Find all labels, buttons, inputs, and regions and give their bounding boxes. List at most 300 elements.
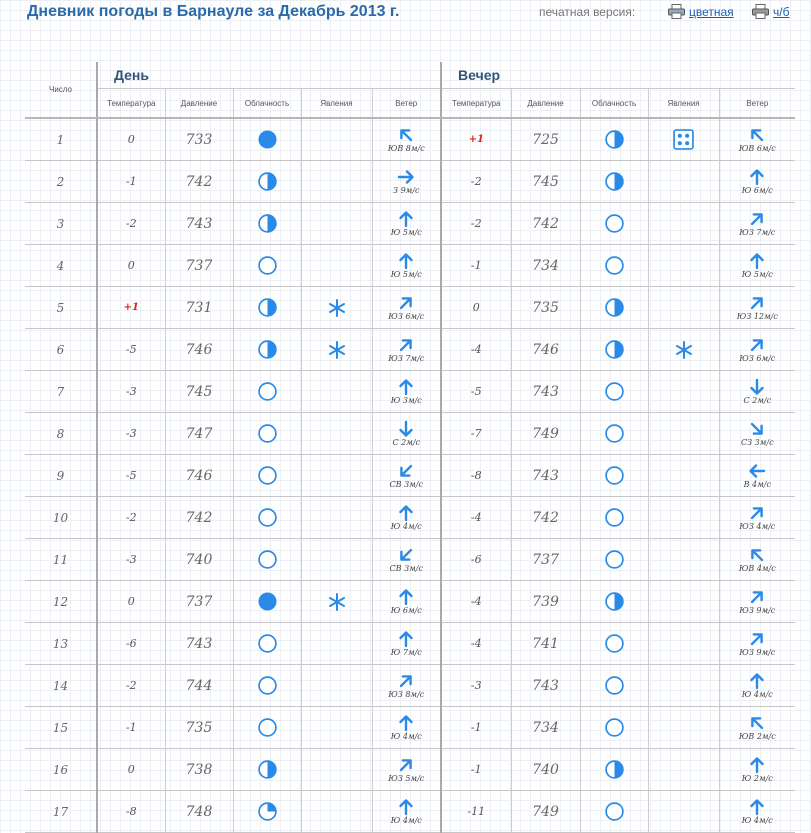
wind-label: Ю 5м/с bbox=[390, 228, 422, 237]
day-cloudiness-cell bbox=[233, 539, 301, 581]
wind-label: Ю 5м/с bbox=[741, 270, 773, 279]
print-color-link[interactable] bbox=[668, 4, 734, 19]
day-temperature-cell: -3 bbox=[97, 371, 165, 413]
eve-cloudiness-cell bbox=[580, 161, 648, 203]
cloudiness-empty-icon bbox=[604, 507, 625, 528]
day-cloudiness-cell bbox=[233, 497, 301, 539]
wind-arrow-icon bbox=[397, 294, 415, 312]
eve-cloudiness-cell bbox=[580, 539, 648, 581]
column-header-evening-temperature: Температура bbox=[441, 89, 511, 119]
eve-pressure-cell: 742 bbox=[511, 203, 580, 245]
day-cloudiness-cell bbox=[233, 329, 301, 371]
eve-wind-cell bbox=[719, 329, 795, 371]
eve-phenomena-cell bbox=[648, 497, 719, 539]
wind-label: СВ 3м/с bbox=[389, 564, 423, 573]
wind-arrow-icon bbox=[748, 714, 766, 732]
day-temperature-cell: 0 bbox=[97, 749, 165, 791]
date-cell: 2 bbox=[25, 161, 97, 203]
day-cloudiness-cell bbox=[233, 161, 301, 203]
wind-label: Ю 3м/с bbox=[390, 396, 422, 405]
eve-pressure-cell: 737 bbox=[511, 539, 580, 581]
wind-arrow-icon bbox=[748, 294, 766, 312]
day-phenomena-cell bbox=[301, 203, 372, 245]
day-temperature-cell: -3 bbox=[97, 539, 165, 581]
day-pressure-cell: 735 bbox=[165, 707, 233, 749]
table-row bbox=[25, 245, 795, 287]
day-phenomena-cell bbox=[301, 161, 372, 203]
eve-cloudiness-cell bbox=[580, 623, 648, 665]
eve-pressure-cell: 743 bbox=[511, 665, 580, 707]
eve-temperature-cell: -4 bbox=[441, 329, 511, 371]
wind-arrow-icon bbox=[397, 756, 415, 774]
day-wind-cell bbox=[372, 539, 441, 581]
date-cell: 9 bbox=[25, 455, 97, 497]
wind-label: Ю 7м/с bbox=[390, 648, 422, 657]
wind-arrow-icon bbox=[397, 546, 415, 564]
day-cloudiness-cell bbox=[233, 623, 301, 665]
day-wind-cell bbox=[372, 161, 441, 203]
eve-pressure-cell: 725 bbox=[511, 118, 580, 161]
day-cloudiness-cell bbox=[233, 455, 301, 497]
cloudiness-half-icon bbox=[257, 339, 278, 360]
wind-arrow-icon bbox=[748, 462, 766, 480]
day-pressure-cell: 742 bbox=[165, 161, 233, 203]
day-phenomena-cell bbox=[301, 118, 372, 161]
wind-label: ЮЗ 8м/с bbox=[388, 690, 425, 699]
eve-wind-cell bbox=[719, 539, 795, 581]
date-cell: 3 bbox=[25, 203, 97, 245]
day-pressure-cell: 743 bbox=[165, 203, 233, 245]
day-temperature-cell: -8 bbox=[97, 791, 165, 833]
day-cloudiness-cell bbox=[233, 707, 301, 749]
eve-pressure-cell: 741 bbox=[511, 623, 580, 665]
wind-label: ЮВ 8м/с bbox=[387, 144, 425, 153]
wind-arrow-icon bbox=[397, 714, 415, 732]
eve-wind-cell bbox=[719, 371, 795, 413]
wind-label: ЮВ 6м/с bbox=[738, 144, 776, 153]
day-temperature-cell: 0 bbox=[97, 245, 165, 287]
wind-label: В 4м/с bbox=[743, 480, 771, 489]
day-pressure-cell: 745 bbox=[165, 371, 233, 413]
date-cell: 17 bbox=[25, 791, 97, 833]
day-wind-cell bbox=[372, 245, 441, 287]
wind-arrow-icon bbox=[397, 504, 415, 522]
column-header-evening-cloudiness: Облачность bbox=[580, 89, 648, 119]
eve-cloudiness-cell bbox=[580, 665, 648, 707]
table-row bbox=[25, 497, 795, 539]
eve-phenomena-cell bbox=[648, 455, 719, 497]
day-temperature-cell: -3 bbox=[97, 413, 165, 455]
day-pressure-cell: 742 bbox=[165, 497, 233, 539]
day-temperature-cell: -5 bbox=[97, 455, 165, 497]
cloudiness-empty-icon bbox=[604, 801, 625, 822]
day-cloudiness-cell bbox=[233, 203, 301, 245]
day-wind-cell bbox=[372, 791, 441, 833]
date-cell: 13 bbox=[25, 623, 97, 665]
eve-phenomena-cell bbox=[648, 245, 719, 287]
snow-icon bbox=[327, 340, 347, 360]
day-cloudiness-cell bbox=[233, 118, 301, 161]
day-temperature-cell: -5 bbox=[97, 329, 165, 371]
eve-pressure-cell: 734 bbox=[511, 245, 580, 287]
wind-label: ЮЗ 4м/с bbox=[739, 522, 776, 531]
cloudiness-empty-icon bbox=[257, 549, 278, 570]
table-row bbox=[25, 707, 795, 749]
wind-arrow-icon bbox=[397, 336, 415, 354]
day-cloudiness-cell bbox=[233, 749, 301, 791]
day-pressure-cell: 747 bbox=[165, 413, 233, 455]
page-title: Дневник погоды в Барнауле за Декабрь 2013 г. bbox=[27, 3, 400, 20]
day-wind-cell bbox=[372, 203, 441, 245]
day-phenomena-cell bbox=[301, 287, 372, 329]
wind-label: С 2м/с bbox=[392, 438, 421, 447]
eve-temperature-cell: -4 bbox=[441, 581, 511, 623]
day-phenomena-cell bbox=[301, 791, 372, 833]
wind-label: Ю 6м/с bbox=[741, 186, 773, 195]
day-phenomena-cell bbox=[301, 497, 372, 539]
day-wind-cell bbox=[372, 749, 441, 791]
cloudiness-empty-icon bbox=[604, 717, 625, 738]
wind-arrow-icon bbox=[397, 588, 415, 606]
eve-temperature-cell: -1 bbox=[441, 707, 511, 749]
cloudiness-empty-icon bbox=[257, 465, 278, 486]
day-pressure-cell: 737 bbox=[165, 245, 233, 287]
eve-pressure-cell: 739 bbox=[511, 581, 580, 623]
cloudiness-empty-icon bbox=[257, 633, 278, 654]
eve-temperature-cell: -5 bbox=[441, 371, 511, 413]
eve-phenomena-cell bbox=[648, 413, 719, 455]
day-temperature-cell: -1 bbox=[97, 161, 165, 203]
eve-wind-cell bbox=[719, 749, 795, 791]
eve-wind-cell bbox=[719, 791, 795, 833]
eve-temperature-cell: -4 bbox=[441, 623, 511, 665]
day-wind-cell bbox=[372, 287, 441, 329]
eve-phenomena-cell bbox=[648, 539, 719, 581]
day-pressure-cell: 733 bbox=[165, 118, 233, 161]
cloudiness-empty-icon bbox=[604, 549, 625, 570]
table-row bbox=[25, 161, 795, 203]
eve-phenomena-cell bbox=[648, 581, 719, 623]
eve-temperature-cell: -7 bbox=[441, 413, 511, 455]
date-cell: 8 bbox=[25, 413, 97, 455]
wind-arrow-icon bbox=[748, 252, 766, 270]
wind-arrow-icon bbox=[748, 168, 766, 186]
day-phenomena-cell bbox=[301, 413, 372, 455]
section-header-evening: Вечер bbox=[441, 62, 795, 89]
date-cell: 4 bbox=[25, 245, 97, 287]
printer-icon bbox=[752, 4, 769, 19]
hail-icon bbox=[673, 129, 694, 150]
cloudiness-half-icon bbox=[604, 297, 625, 318]
day-temperature-cell: -2 bbox=[97, 497, 165, 539]
eve-cloudiness-cell bbox=[580, 245, 648, 287]
eve-pressure-cell: 746 bbox=[511, 329, 580, 371]
eve-wind-cell bbox=[719, 118, 795, 161]
column-header-date: Число bbox=[25, 62, 97, 118]
date-cell: 12 bbox=[25, 581, 97, 623]
eve-phenomena-cell bbox=[648, 623, 719, 665]
wind-label: Ю 4м/с bbox=[390, 522, 422, 531]
day-wind-cell bbox=[372, 665, 441, 707]
eve-pressure-cell: 742 bbox=[511, 497, 580, 539]
eve-wind-cell bbox=[719, 287, 795, 329]
wind-arrow-icon bbox=[748, 210, 766, 228]
wind-label: ЮВ 2м/с bbox=[738, 732, 776, 741]
day-pressure-cell: 746 bbox=[165, 329, 233, 371]
table-row bbox=[25, 118, 795, 161]
wind-arrow-icon bbox=[748, 798, 766, 816]
wind-label: СЗ 3м/с bbox=[741, 438, 774, 447]
cloudiness-half-icon bbox=[257, 213, 278, 234]
column-header-day-temperature: Температура bbox=[97, 89, 165, 119]
print-bw-label: ч/б bbox=[773, 4, 790, 19]
date-cell: 7 bbox=[25, 371, 97, 413]
eve-temperature-cell: -1 bbox=[441, 749, 511, 791]
wind-label: ЮЗ 9м/с bbox=[739, 606, 776, 615]
day-pressure-cell: 731 bbox=[165, 287, 233, 329]
cloudiness-empty-icon bbox=[257, 423, 278, 444]
wind-arrow-icon bbox=[397, 126, 415, 144]
eve-phenomena-cell bbox=[648, 707, 719, 749]
day-pressure-cell: 737 bbox=[165, 581, 233, 623]
weather-table bbox=[25, 62, 795, 833]
print-version-label: печатная версия: bbox=[539, 5, 636, 19]
cloudiness-half-icon bbox=[604, 339, 625, 360]
cloudiness-empty-icon bbox=[604, 255, 625, 276]
eve-cloudiness-cell bbox=[580, 203, 648, 245]
wind-arrow-icon bbox=[748, 378, 766, 396]
eve-pressure-cell: 743 bbox=[511, 455, 580, 497]
date-cell: 6 bbox=[25, 329, 97, 371]
date-cell: 10 bbox=[25, 497, 97, 539]
date-cell: 5 bbox=[25, 287, 97, 329]
day-cloudiness-cell bbox=[233, 245, 301, 287]
cloudiness-empty-icon bbox=[257, 717, 278, 738]
cloudiness-half-icon bbox=[257, 171, 278, 192]
wind-arrow-icon bbox=[748, 504, 766, 522]
eve-pressure-cell: 735 bbox=[511, 287, 580, 329]
eve-phenomena-cell bbox=[648, 203, 719, 245]
print-bw-link[interactable] bbox=[752, 4, 789, 19]
day-phenomena-cell bbox=[301, 623, 372, 665]
column-header-evening-wind: Ветер bbox=[719, 89, 795, 119]
day-wind-cell bbox=[372, 329, 441, 371]
day-wind-cell bbox=[372, 413, 441, 455]
day-cloudiness-cell bbox=[233, 371, 301, 413]
wind-arrow-icon bbox=[397, 798, 415, 816]
wind-label: ЮЗ 7м/с bbox=[739, 228, 776, 237]
wind-arrow-icon bbox=[748, 756, 766, 774]
table-row bbox=[25, 623, 795, 665]
day-pressure-cell: 743 bbox=[165, 623, 233, 665]
day-wind-cell bbox=[372, 118, 441, 161]
table-row bbox=[25, 455, 795, 497]
eve-cloudiness-cell bbox=[580, 287, 648, 329]
wind-arrow-icon bbox=[748, 336, 766, 354]
wind-label: Ю 2м/с bbox=[741, 774, 773, 783]
column-header-day-wind: Ветер bbox=[372, 89, 441, 119]
wind-arrow-icon bbox=[397, 168, 415, 186]
eve-cloudiness-cell bbox=[580, 497, 648, 539]
eve-wind-cell bbox=[719, 161, 795, 203]
eve-cloudiness-cell bbox=[580, 329, 648, 371]
eve-pressure-cell: 743 bbox=[511, 371, 580, 413]
wind-label: Ю 4м/с bbox=[390, 816, 422, 825]
cloudiness-empty-icon bbox=[604, 675, 625, 696]
cloudiness-half-icon bbox=[604, 759, 625, 780]
cloudiness-empty-icon bbox=[604, 381, 625, 402]
day-phenomena-cell bbox=[301, 245, 372, 287]
day-temperature-cell: -6 bbox=[97, 623, 165, 665]
cloudiness-quarter-icon bbox=[257, 801, 278, 822]
date-cell: 15 bbox=[25, 707, 97, 749]
eve-temperature-cell: -2 bbox=[441, 203, 511, 245]
cloudiness-empty-icon bbox=[604, 213, 625, 234]
day-pressure-cell: 746 bbox=[165, 455, 233, 497]
eve-temperature-cell: -8 bbox=[441, 455, 511, 497]
date-cell: 14 bbox=[25, 665, 97, 707]
eve-temperature-cell: -3 bbox=[441, 665, 511, 707]
wind-label: Ю 4м/с bbox=[390, 732, 422, 741]
wind-arrow-icon bbox=[397, 210, 415, 228]
table-row bbox=[25, 791, 795, 833]
eve-temperature-cell: -11 bbox=[441, 791, 511, 833]
wind-label: СВ 3м/с bbox=[389, 480, 423, 489]
wind-arrow-icon bbox=[397, 630, 415, 648]
eve-temperature-cell: -6 bbox=[441, 539, 511, 581]
wind-label: ЮЗ 5м/с bbox=[388, 774, 425, 783]
printer-icon bbox=[668, 4, 685, 19]
wind-arrow-icon bbox=[397, 420, 415, 438]
eve-wind-cell bbox=[719, 623, 795, 665]
eve-wind-cell bbox=[719, 665, 795, 707]
eve-cloudiness-cell bbox=[580, 749, 648, 791]
cloudiness-full-icon bbox=[257, 591, 278, 612]
wind-arrow-icon bbox=[748, 588, 766, 606]
eve-wind-cell bbox=[719, 245, 795, 287]
day-temperature-cell: -1 bbox=[97, 707, 165, 749]
wind-arrow-icon bbox=[748, 630, 766, 648]
column-header-day-phenomena: Явления bbox=[301, 89, 372, 119]
day-wind-cell bbox=[372, 581, 441, 623]
day-cloudiness-cell bbox=[233, 413, 301, 455]
wind-arrow-icon bbox=[397, 462, 415, 480]
eve-temperature-cell: -4 bbox=[441, 497, 511, 539]
eve-cloudiness-cell bbox=[580, 791, 648, 833]
eve-phenomena-cell bbox=[648, 287, 719, 329]
eve-phenomena-cell bbox=[648, 161, 719, 203]
date-cell: 16 bbox=[25, 749, 97, 791]
table-row bbox=[25, 329, 795, 371]
cloudiness-empty-icon bbox=[604, 465, 625, 486]
day-pressure-cell: 744 bbox=[165, 665, 233, 707]
day-wind-cell bbox=[372, 497, 441, 539]
column-header-day-pressure: Давление bbox=[165, 89, 233, 119]
day-cloudiness-cell bbox=[233, 287, 301, 329]
wind-label: З 9м/с bbox=[393, 186, 420, 195]
eve-phenomena-cell bbox=[648, 665, 719, 707]
wind-arrow-icon bbox=[397, 378, 415, 396]
eve-wind-cell bbox=[719, 581, 795, 623]
wind-arrow-icon bbox=[748, 546, 766, 564]
eve-cloudiness-cell bbox=[580, 707, 648, 749]
day-cloudiness-cell bbox=[233, 665, 301, 707]
day-phenomena-cell bbox=[301, 455, 372, 497]
eve-temperature-cell: 0 bbox=[441, 287, 511, 329]
eve-pressure-cell: 749 bbox=[511, 413, 580, 455]
eve-pressure-cell: 745 bbox=[511, 161, 580, 203]
table-row bbox=[25, 665, 795, 707]
eve-wind-cell bbox=[719, 455, 795, 497]
table-row bbox=[25, 203, 795, 245]
day-phenomena-cell bbox=[301, 539, 372, 581]
day-phenomena-cell bbox=[301, 749, 372, 791]
day-pressure-cell: 748 bbox=[165, 791, 233, 833]
eve-temperature-cell: +1 bbox=[441, 118, 511, 161]
day-phenomena-cell bbox=[301, 581, 372, 623]
cloudiness-half-icon bbox=[257, 759, 278, 780]
column-header-evening-pressure: Давление bbox=[511, 89, 580, 119]
wind-label: ЮЗ 9м/с bbox=[739, 648, 776, 657]
date-cell: 11 bbox=[25, 539, 97, 581]
wind-label: ЮЗ 7м/с bbox=[388, 354, 425, 363]
column-header-day-cloudiness: Облачность bbox=[233, 89, 301, 119]
eve-phenomena-cell bbox=[648, 118, 719, 161]
eve-phenomena-cell bbox=[648, 371, 719, 413]
wind-label: Ю 4м/с bbox=[741, 690, 773, 699]
table-row bbox=[25, 749, 795, 791]
day-wind-cell bbox=[372, 707, 441, 749]
eve-phenomena-cell bbox=[648, 791, 719, 833]
eve-wind-cell bbox=[719, 497, 795, 539]
cloudiness-full-icon bbox=[257, 129, 278, 150]
eve-pressure-cell: 734 bbox=[511, 707, 580, 749]
day-temperature-cell: -2 bbox=[97, 665, 165, 707]
eve-temperature-cell: -2 bbox=[441, 161, 511, 203]
wind-label: Ю 5м/с bbox=[390, 270, 422, 279]
wind-label: Ю 4м/с bbox=[741, 816, 773, 825]
column-header-evening-phenomena: Явления bbox=[648, 89, 719, 119]
cloudiness-empty-icon bbox=[257, 381, 278, 402]
wind-label: Ю 6м/с bbox=[390, 606, 422, 615]
table-row bbox=[25, 371, 795, 413]
table-row bbox=[25, 581, 795, 623]
day-phenomena-cell bbox=[301, 371, 372, 413]
cloudiness-empty-icon bbox=[257, 255, 278, 276]
wind-arrow-icon bbox=[748, 126, 766, 144]
wind-label: ЮЗ 12м/с bbox=[736, 312, 778, 321]
eve-wind-cell bbox=[719, 413, 795, 455]
snow-icon bbox=[327, 298, 347, 318]
day-phenomena-cell bbox=[301, 329, 372, 371]
cloudiness-half-icon bbox=[604, 129, 625, 150]
table-row bbox=[25, 539, 795, 581]
eve-phenomena-cell bbox=[648, 749, 719, 791]
eve-pressure-cell: 749 bbox=[511, 791, 580, 833]
table-row bbox=[25, 287, 795, 329]
eve-pressure-cell: 740 bbox=[511, 749, 580, 791]
wind-label: ЮЗ 6м/с bbox=[388, 312, 425, 321]
day-phenomena-cell bbox=[301, 665, 372, 707]
eve-phenomena-cell bbox=[648, 329, 719, 371]
day-pressure-cell: 740 bbox=[165, 539, 233, 581]
cloudiness-half-icon bbox=[604, 171, 625, 192]
day-pressure-cell: 738 bbox=[165, 749, 233, 791]
eve-cloudiness-cell bbox=[580, 371, 648, 413]
cloudiness-half-icon bbox=[257, 297, 278, 318]
day-cloudiness-cell bbox=[233, 581, 301, 623]
eve-cloudiness-cell bbox=[580, 455, 648, 497]
